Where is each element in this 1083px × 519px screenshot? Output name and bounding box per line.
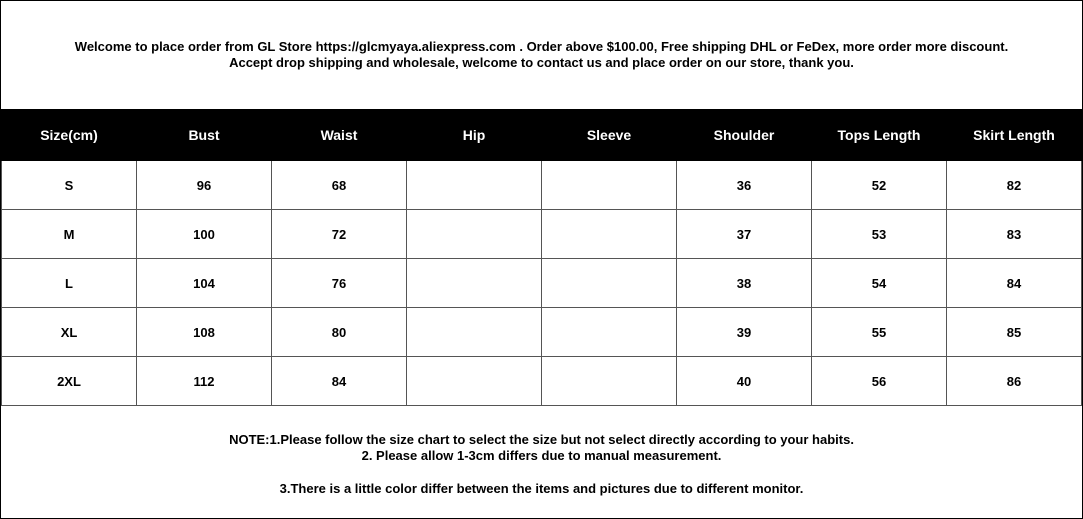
table-row	[2, 357, 1082, 406]
table-cell: 72	[272, 210, 407, 259]
table-cell: 53	[812, 210, 947, 259]
table-cell: 56	[812, 357, 947, 406]
table-row	[2, 210, 1082, 259]
table-cell	[407, 210, 542, 259]
note-line-2: 2. Please allow 1-3cm differs due to manual measurement.	[361, 448, 722, 463]
size-table-head	[2, 110, 1082, 161]
column-header-shoulder: Shoulder	[677, 110, 812, 161]
welcome-line-2: Accept drop shipping and wholesale, welcome to contact us and place order on our store, thank you.	[229, 55, 854, 70]
table-cell	[407, 357, 542, 406]
column-header-bust: Bust	[137, 110, 272, 161]
table-cell: S	[2, 161, 137, 210]
table-cell: XL	[2, 308, 137, 357]
size-notes	[1, 410, 1082, 518]
table-cell: 108	[137, 308, 272, 357]
table-cell	[542, 357, 677, 406]
note-line-3: 3.There is a little color differ between the items and pictures due to different monitor.	[279, 481, 804, 496]
table-cell: 37	[677, 210, 812, 259]
column-header-waist: Waist	[272, 110, 407, 161]
table-cell: 39	[677, 308, 812, 357]
table-cell	[542, 210, 677, 259]
table-cell: 82	[947, 161, 1082, 210]
table-cell: 86	[947, 357, 1082, 406]
table-cell: 85	[947, 308, 1082, 357]
table-cell: 104	[137, 259, 272, 308]
column-header-hip: Hip	[407, 110, 542, 161]
table-cell: M	[2, 210, 137, 259]
size-table-body	[2, 161, 1082, 406]
column-header-skirt-length: Skirt Length	[947, 110, 1082, 161]
table-cell	[407, 161, 542, 210]
table-cell: 100	[137, 210, 272, 259]
table-cell: 54	[812, 259, 947, 308]
table-cell: 84	[272, 357, 407, 406]
table-row	[2, 308, 1082, 357]
table-cell: 2XL	[2, 357, 137, 406]
table-cell: 40	[677, 357, 812, 406]
table-cell: 76	[272, 259, 407, 308]
table-cell: 52	[812, 161, 947, 210]
header-row	[2, 110, 1082, 161]
note-line-1: NOTE:1.Please follow the size chart to select the size but not select directly according to your habits.	[229, 432, 854, 447]
table-cell	[407, 259, 542, 308]
table-cell	[542, 259, 677, 308]
table-cell: 38	[677, 259, 812, 308]
size-table	[1, 109, 1082, 406]
table-cell	[542, 308, 677, 357]
table-cell: 112	[137, 357, 272, 406]
table-cell	[542, 161, 677, 210]
table-cell: 36	[677, 161, 812, 210]
column-header-size: Size(cm)	[2, 110, 137, 161]
table-cell: 84	[947, 259, 1082, 308]
table-cell	[407, 308, 542, 357]
table-cell: 55	[812, 308, 947, 357]
table-cell: 83	[947, 210, 1082, 259]
column-header-sleeve: Sleeve	[542, 110, 677, 161]
table-cell: L	[2, 259, 137, 308]
store-welcome-banner	[1, 1, 1082, 109]
table-row	[2, 259, 1082, 308]
table-cell: 68	[272, 161, 407, 210]
table-row	[2, 161, 1082, 210]
table-cell: 96	[137, 161, 272, 210]
welcome-line-1: Welcome to place order from GL Store https://glcmyaya.aliexpress.com . Order above $100.00, Free shipping DHL or FeDex, more order more discount.	[74, 39, 1009, 54]
column-header-tops-length: Tops Length	[812, 110, 947, 161]
table-cell: 80	[272, 308, 407, 357]
